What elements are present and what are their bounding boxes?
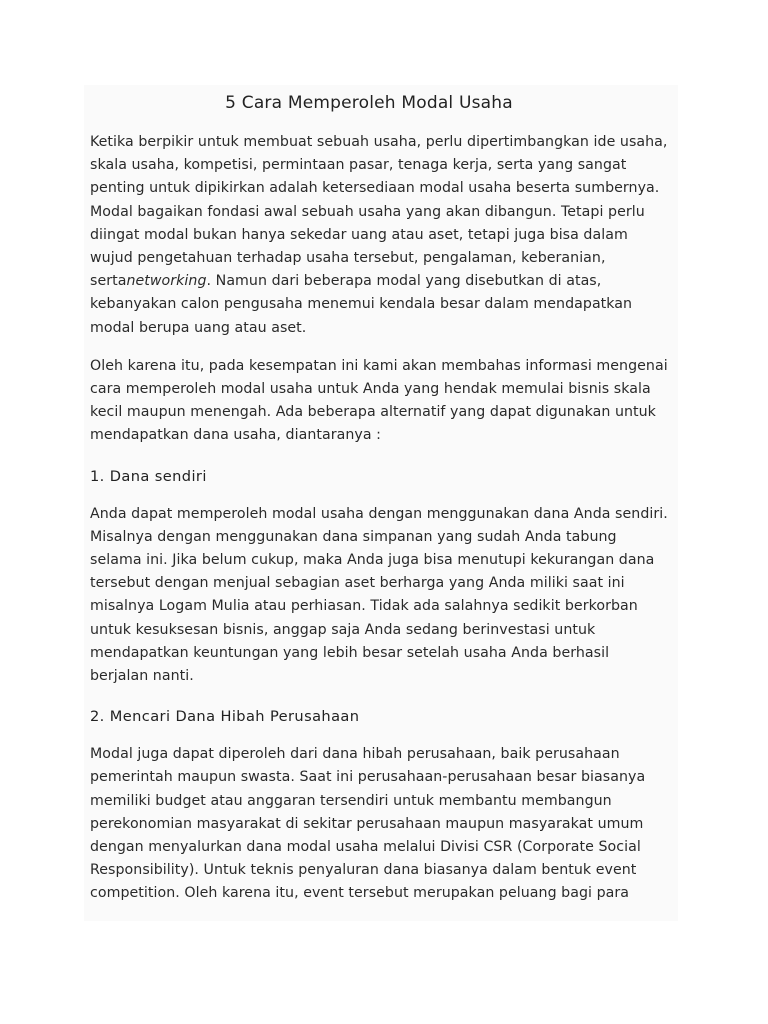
intro-text-1b: . Namun dari beberapa modal yang disebutkan di atas, kebanyakan calon pengusaha menemui kendala besar dalam mendapatkan modal berupa uang atau aset. [90, 273, 633, 336]
page-title: 5 Cara Memperoleh Modal Usaha [225, 93, 513, 113]
intro-italic-term: networking [126, 273, 207, 290]
section-body-dana-sendiri: Anda dapat memperoleh modal usaha dengan menggunakan dana Anda sendiri. Misalnya dengan menggunakan dana simpanan yang sudah Anda tabung selama ini. Jika belum cukup, maka Anda juga bisa menutupi kekurangan dana tersebut dengan menjual sebagian aset berharga yang Anda miliki saat ini misalnya Logam Mulia atau perhiasan. Tidak ada salahnya sedikit berkorban untuk kesuksesan bisnis, anggap saja Anda sedang berinvestasi untuk mendapatkan keuntungan yang lebih besar setelah usaha Anda berhasil berjalan nanti. [90, 505, 668, 685]
intro-paragraph-2: Oleh karena itu, pada kesempatan ini kami akan membahas informasi mengenai cara memperoleh modal usaha untuk Anda yang hendak memulai bisnis skala kecil maupun menengah. Ada beberapa alternatif yang dapat digunakan untuk mendapatkan dana usaha, diantaranya : [90, 357, 668, 444]
section-heading-dana-hibah: 2. Mencari Dana Hibah Perusahaan [90, 708, 360, 726]
document-content [84, 85, 678, 921]
section-body-dana-hibah: Modal juga dapat diperoleh dari dana hibah perusahaan, baik perusahaan pemerintah maupun swasta. Saat ini perusahaan-perusahaan besar biasanya memiliki budget atau anggaran tersendiri untuk membantu membangun perekonomian masyarakat di sekitar perusahaan maupun masyarakat umum dengan menyalurkan dana modal usaha melalui Divisi CSR (Corporate Social Responsibility). Untuk teknis penyaluran dana biasanya dalam bentuk event competition. Oleh karena itu, event tersebut merupakan peluang bagi para [90, 746, 646, 902]
intro-text-1a: Ketika berpikir untuk membuat sebuah usaha, perlu dipertimbangkan ide usaha, skala usaha, kompetisi, permintaan pasar, tenaga kerja, serta yang sangat penting untuk dipikirkan adalah ketersediaan modal usaha beserta sumbernya. Modal bagaikan fondasi awal sebuah usaha yang akan dibangun. Tetapi perlu diingat modal bukan hanya sekedar uang atau aset, tetapi juga bisa dalam wujud pengetahuan terhadap usaha tersebut, pengalaman, keberanian, serta [90, 134, 668, 290]
section-heading-dana-sendiri: 1. Dana sendiri [90, 467, 207, 485]
intro-paragraph-1 [90, 131, 668, 340]
